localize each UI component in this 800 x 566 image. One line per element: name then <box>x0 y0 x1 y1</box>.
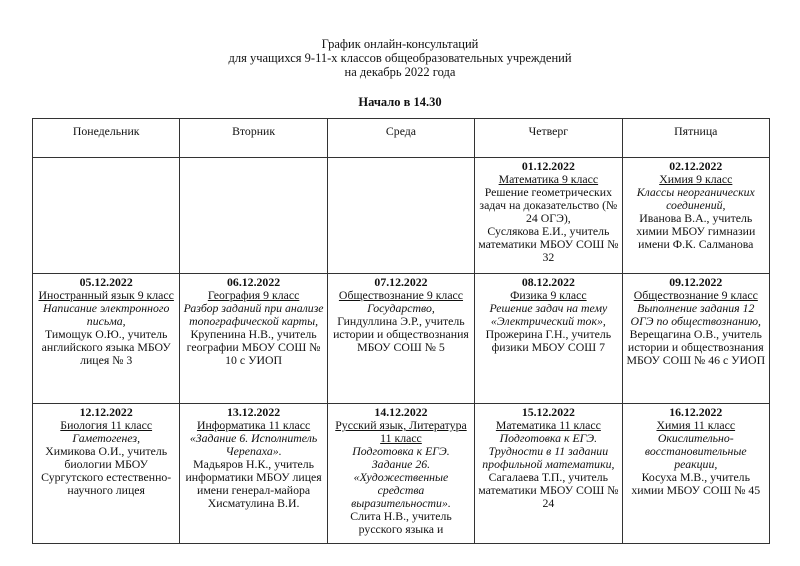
header-row <box>33 119 770 158</box>
consultation-cell <box>622 274 769 404</box>
cell-subject: Математика 9 класс <box>498 172 599 186</box>
cell-teacher: Прожерина Г.Н., учитель физики МБОУ СОШ 7 <box>485 327 612 354</box>
cell-date: 15.12.2022 <box>521 405 575 419</box>
empty-cell <box>33 158 180 274</box>
cell-date: 07.12.2022 <box>374 275 428 289</box>
cell-description: Решение геометрических задач на доказательство (№ 24 ОГЭ), <box>479 185 618 225</box>
consultation-cell <box>622 404 769 544</box>
cell-topic: Решение задач на тему «Электрический ток», <box>489 301 608 328</box>
cell-subject: Обществознание 9 класс <box>338 288 464 302</box>
cell-subject: Иностранный язык 9 класс <box>38 288 174 302</box>
title-line: на декабрь 2022 года <box>344 65 456 79</box>
cell-topic: Подготовка к ЕГЭ. Задание 26. «Художественные средства выразительности». <box>351 444 451 510</box>
title-line: для учащихся 9-11-х классов общеобразовательных учреждений <box>228 51 572 65</box>
cell-topic: Классы неорганических соединений, <box>636 185 755 212</box>
document-title <box>0 37 800 79</box>
cell-teacher: Гиндуллина Э.Р., учитель истории и обществознания МБОУ СОШ № 5 <box>333 314 469 354</box>
cell-topic: Окислительно-восстановительные реакции, <box>644 431 747 471</box>
cell-subject: Математика 11 класс <box>495 418 601 432</box>
table-row <box>33 274 770 404</box>
cell-teacher: Суслякова Е.И., учитель математики МБОУ СОШ № 32 <box>478 224 619 264</box>
cell-topic: Написание электронного письма, <box>43 301 170 328</box>
day-header: Понедельник <box>33 119 180 158</box>
cell-topic: Разбор заданий при анализе топографической карты, <box>183 301 324 328</box>
consultation-cell <box>180 404 327 544</box>
cell-date: 05.12.2022 <box>79 275 133 289</box>
schedule-table <box>32 118 770 544</box>
cell-subject: Русский язык, Литература 11 класс <box>335 418 467 445</box>
cell-date: 09.12.2022 <box>669 275 723 289</box>
cell-date: 14.12.2022 <box>374 405 428 419</box>
day-header: Среда <box>327 119 474 158</box>
cell-teacher: Крупенина Н.В., учитель географии МБОУ СОШ № 10 с УИОП <box>186 327 321 367</box>
consultation-cell <box>180 274 327 404</box>
day-header: Четверг <box>475 119 622 158</box>
cell-subject: Химия 11 класс <box>656 418 736 432</box>
day-header: Вторник <box>180 119 327 158</box>
consultation-cell <box>33 274 180 404</box>
empty-cell <box>180 158 327 274</box>
cell-topic: «Задание 6. Исполнитель Черепаха». <box>189 431 318 458</box>
cell-date: 08.12.2022 <box>521 275 575 289</box>
cell-subject: Обществознание 9 класс <box>633 288 758 302</box>
consultation-cell <box>33 404 180 544</box>
start-time: Начало в 14.30 <box>358 95 442 109</box>
cell-teacher: Слита Н.В., учитель русского языка и <box>350 509 452 536</box>
consultation-cell <box>475 404 622 544</box>
consultation-cell <box>622 158 769 274</box>
cell-date: 12.12.2022 <box>79 405 133 419</box>
cell-date: 13.12.2022 <box>227 405 281 419</box>
consultation-cell <box>327 404 474 544</box>
table-row <box>33 404 770 544</box>
consultation-cell <box>475 274 622 404</box>
cell-topic: Гаметогенез, <box>72 431 141 445</box>
cell-teacher: Тимощук О.Ю., учитель английского языка МБОУ лицея № 3 <box>41 327 171 367</box>
cell-topic: Государство, <box>367 301 435 315</box>
cell-topic: Подготовка к ЕГЭ. Трудности в 11 задании профильной математики, <box>482 431 615 471</box>
cell-teacher: Верещагина О.В., учитель истории и обществознания МБОУ СОШ № 46 с УИОП <box>626 327 766 367</box>
cell-subject: Биология 11 класс <box>60 418 153 432</box>
cell-subject: Физика 9 класс <box>510 288 587 302</box>
cell-date: 02.12.2022 <box>669 159 723 173</box>
cell-date: 06.12.2022 <box>227 275 281 289</box>
consultation-cell <box>475 158 622 274</box>
day-header: Пятница <box>622 119 769 158</box>
table-row <box>33 158 770 274</box>
empty-cell <box>327 158 474 274</box>
cell-teacher: Сагалаева Т.П., учитель математики МБОУ СОШ № 24 <box>478 470 619 510</box>
cell-teacher: Косуха М.В., учитель химии МБОУ СОШ № 45 <box>631 470 761 497</box>
consultation-cell <box>327 274 474 404</box>
cell-date: 01.12.2022 <box>521 159 575 173</box>
title-line: График онлайн-консультаций <box>321 37 479 51</box>
cell-teacher: Иванова В.А., учитель химии МБОУ гимназии имени Ф.К. Салманова <box>636 211 756 251</box>
cell-subject: Информатика 11 класс <box>196 418 311 432</box>
cell-topic: Выполнение задания 12 ОГЭ по обществознанию, <box>630 301 761 328</box>
cell-subject: География 9 класс <box>207 288 300 302</box>
cell-subject: Химия 9 класс <box>659 172 733 186</box>
cell-date: 16.12.2022 <box>669 405 723 419</box>
cell-teacher: Химикова О.И., учитель биологии МБОУ Сургутского естественно-научного лицея <box>41 444 172 497</box>
cell-teacher: Мадьяров Н.К., учитель информатики МБОУ лицея имени генерал-майора Хисматулина В.И. <box>185 457 322 510</box>
